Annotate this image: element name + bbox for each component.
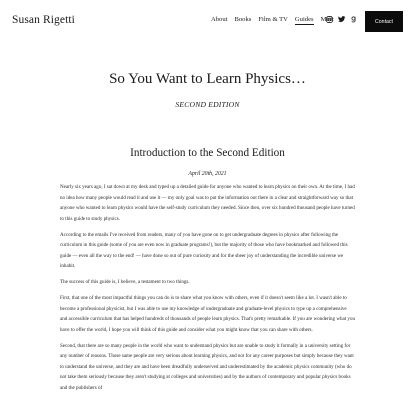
page-subtitle: SECOND EDITION xyxy=(175,100,240,109)
page-title: So You Want to Learn Physics… xyxy=(109,71,306,87)
paragraph: The success of this guide is, I believe, a testament to two things. xyxy=(60,279,190,285)
goodreads-icon[interactable] xyxy=(351,16,356,23)
nav-item-film-tv[interactable]: Film & TV xyxy=(258,16,288,23)
nav-item-guides[interactable]: Guides xyxy=(294,16,314,23)
nav-item-books[interactable]: Books xyxy=(234,16,252,23)
paragraph: According to the emails I've received from readers, many of you have gone on to get undergraduate degrees in physics after following the curriculum in this guide (some of you are even now in graduate programs!), but the majority of those who have bookmarked and followed this guide — even all the way to the end! — have done so out of pure curiosity and for the sheer joy of understanding the incredible universe we inhabit. xyxy=(60,231,348,269)
twitter-icon[interactable] xyxy=(338,16,346,23)
article-body xyxy=(60,182,355,399)
paragraph: Nearly six years ago, I sat down at my desk and typed up a detailed guide for anyone who wanted to learn physics on their own. At the time, I had no idea how many people would read it and use it — my only goal was to put the information out there in a clear and straightforward way so that anyone who wanted to learn physics would have the self-study curriculum they needed. Since then, over six hundred thousand people have turned to this guide to study physics. xyxy=(60,184,355,222)
post-date: April 20th, 2021 xyxy=(188,171,227,177)
contact-button[interactable]: Contact xyxy=(365,11,403,32)
paragraph: First, that one of the most impactful things you can do is to share what you know with others, even if it doesn't seem like a lot. I wasn't able to become a professional physicist, but I was able to use my knowledge of undergraduate and graduate-level physics to type up a comprehensive and accessible curriculum that has helped hundreds of thousands of people learn physics. That's pretty remarkable. If you are wondering what you have to offer the world, I hope you will think of this guide and consider what you might know that you can share with others. xyxy=(60,295,355,333)
instagram-icon[interactable] xyxy=(326,16,333,23)
social-links xyxy=(326,16,356,23)
site-title[interactable]: Susan Rigetti xyxy=(12,14,75,26)
paragraph: Second, that there are so many people in the world who want to understand physics but are unable to study it formally in a university setting for any number of reasons. Those same people are very serious about learning physics, and not for any career purposes but simply because they want to understand the universe, and they are and have been dreadfully underserved and underestimated by the academic physics community (who do not take them seriously because they aren't studying at colleges and universities) and by the authors of contemporary and popular physics books and the publishers of xyxy=(60,342,354,391)
nav-item-misc[interactable]: Misc xyxy=(320,16,334,23)
site-header xyxy=(0,0,415,44)
main-nav xyxy=(211,16,334,25)
section-heading: Introduction to the Second Edition xyxy=(130,147,285,159)
nav-item-about[interactable]: About xyxy=(211,16,228,23)
